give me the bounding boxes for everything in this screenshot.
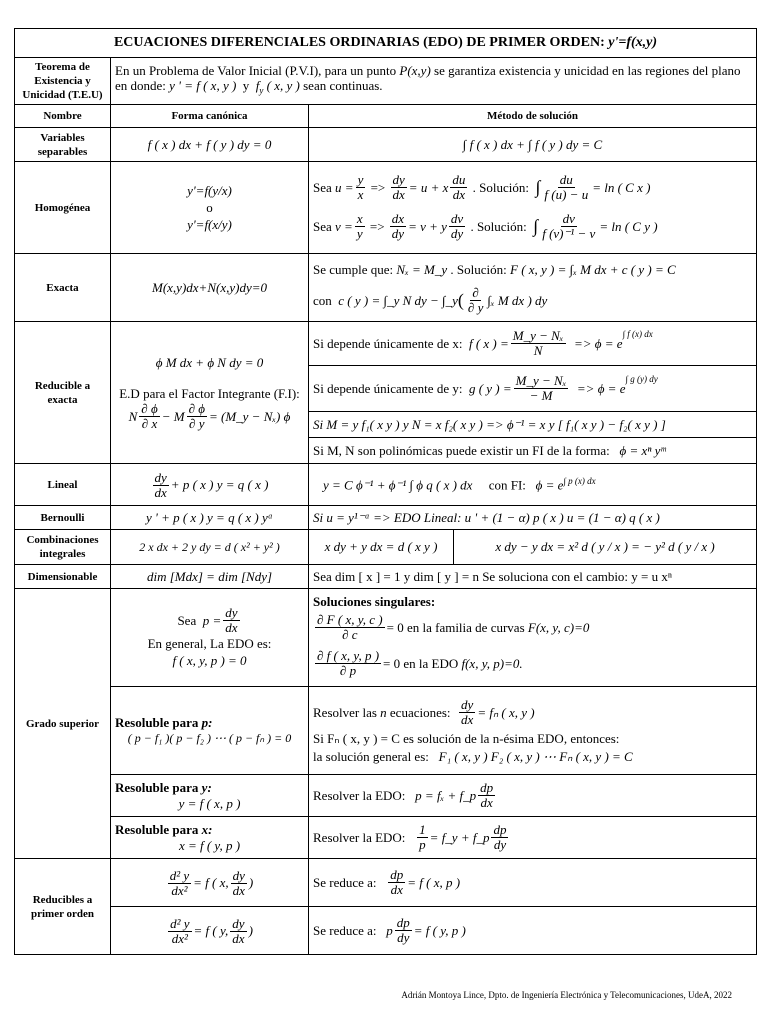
header-canon: Forma canónica [111,105,309,128]
row-grado: Grado superior Sea p = $\frac{dy}{dx}$ En general, La EDO es: f ( x, y, p ) = 0 Soluciones singulares: $\frac{\partial F ( x, y, c )}{\partial c}$ = 0 en la familia de curvas F(x, y, c)=0 $\frac{\partial f ( x, y, p )}{\partial p}$ = 0 en la EDO f(x, y, p)=0. [15,589,757,687]
title-equation: y'=f(x,y) [608,35,658,50]
row-grado-x: Resoluble para x: x = f ( y, p ) Resolver la EDO: $\frac{1}{p}$ = f_y + f_p $\frac{dp}{dy}$ [15,817,757,859]
row-reducibles-2: $\frac{\text{d² y}}{\text{dx²}}$ = f ( y, $\frac{dy}{dx}$ ) Se reduce a: p $\frac{dp}{dy}$ = f ( y, p ) [15,907,757,955]
header-row [15,105,757,128]
row-reducibles: Reducibles a primer orden $\frac{\text{d² y}}{\text{dx²}}$ = f ( x, $\frac{dy}{dx}$ ) Se reduce a: $\frac{dp}{dx}$ = f ( x, p ) [15,859,757,907]
reducible-case-x: Si depende únicamente de x: f ( x ) = $\frac{\text{M\_y − Nₓ}}{N}$ => ϕ = e $^{\int f (x) dx}$ [309,322,757,366]
teu-text: En un Problema de Valor Inicial (P.V.I), para un punto P(x,y) se garantiza existencia y unicidad en las regiones del plano en donde: y ' = f ( x, y ) y $f_y$ ( x, y ) sean continuas. [111,58,757,105]
row-combinaciones: Combinaciones integrales 2 x dx + 2 y dy = d ( x² + y² ) x dy + y dx = d ( x y ) x dy − y dx = x² d ( y / x ) = − y² d ( y / x ) [15,530,757,565]
title-row [15,29,757,58]
reducible-case-y: Si depende únicamente de y: g ( y ) = $\frac{\text{M\_y − Nₓ}}{- M}$ => ϕ = e $^{\int g (y) dy}$ [309,366,757,412]
exacta-line-1: Se cumple que: Nₓ = M_y . Solución: F ( x, y ) = ∫ₓ M dx + c ( y ) = C [313,261,676,277]
row-grado-y: Resoluble para y: y = f ( x, p ) Resolver la EDO: p = fₓ + f_p $\frac{dp}{dx}$ [15,775,757,817]
exacta-line-2: con c ( y ) = ∫_y N dy − ∫_y ( $\frac{\partial}{\partial y}$ ∫ₓ M dx ) dy [313,285,548,315]
row-homogenea: Homogénea y'=f(y/x) o y'=f(x/y) Sea u = $\frac{y}{x}$ => $\frac{dy}{dx}$ = u + x $\frac{du}{dx}$ . Solución: ∫ $\frac{du}{f (u) - u}$ = ln ( C x ) Sea v = $\frac{x}{y}$ => $\frac{dx}{dy}$ = v + y $\frac{dv}{dy}$ . Solución: ∫ $\frac{dv}{\text{f (v)⁻¹ − v}}$ = ln ( C y ) [15,162,757,254]
row-bernoulli: Bernoulli y ' + p ( x ) y = q ( x ) yᵅ Si u = y¹⁻ᵅ => EDO Lineal: u ' + (1 − α) p ( x ) u = (1 − α) q ( x ) [15,506,757,530]
header-method: Método de solución [309,105,757,128]
row-dimensionable: Dimensionable dim [Mdx] = dim [Ndy] Sea dim [ x ] = 1 y dim [ y ] = n Se soluciona con el cambio: y = u xⁿ [15,565,757,589]
teu-row [15,58,757,105]
teu-name: Teorema de Existencia y Unicidad (T.E.U) [15,58,111,105]
reducible-case-xy: Si M = y f₁( x y ) y N = x f₂( x y ) => ϕ⁻¹ = x y [ f₁( x y ) − f₂( x y ) ] [309,412,757,438]
edo-table [14,28,757,955]
homogenea-line-2: Sea v = $\frac{x}{y}$ => $\frac{dx}{dy}$ = v + y $\frac{dv}{dy}$ . Solución: ∫ $\frac{dv}{\text{f (v)⁻¹ − v}}$ = ln ( C y ) [313,211,658,241]
row-separables: Variables separables f ( x ) dx + f ( y ) dy = 0 ∫ f ( x ) dx + ∫ f ( y ) dy = C [15,128,757,162]
formula-sheet [14,28,756,955]
row-grado-p: Resoluble para p: ( p − f₁ )( p − f₂ ) ⋯ ( p − fₙ ) = 0 Resolver las n ecuaciones: $\frac{dy}{dx}$ = fₙ ( x, y ) Si Fₙ ( x, y ) = C es solución de la n-ésima EDO, entonces: la solución general es: F₁ ( x, y ) F₂ ( x, y ) ⋯ Fₙ ( x, y ) = C [15,687,757,775]
homogenea-line-1: Sea u = $\frac{y}{x}$ => $\frac{dy}{dx}$ = u + x $\frac{du}{dx}$ . Solución: ∫ $\frac{du}{f (u) - u}$ = ln ( C x ) [313,172,651,202]
row-reducible: Reducible a exacta ϕ M dx + ϕ N dy = 0 E.D para el Factor Integrante (F.I): N $\frac{\partial \phi}{\partial x}$ − M $\frac{\partial \phi}{\partial y}$ = (M_y − Nₓ) ϕ Si depende únicamente de x: f ( x ) = $\frac{\text{M\_y − Nₓ}}{N}$ => ϕ = e $^{\int f (x) dx}$ [15,322,757,366]
row-exacta: Exacta M(x,y)dx+N(x,y)dy=0 Se cumple que: Nₓ = M_y . Solución: F ( x, y ) = ∫ₓ M dx + c ( y ) = C con c ( y ) = ∫_y N dy − ∫_y ( $\frac{\partial}{\partial y}$ ∫ₓ M dx ) dy [15,254,757,322]
row-lineal: Lineal $\frac{dy}{dx}$ + p ( x ) y = q ( x ) y = C ϕ⁻¹ + ϕ⁻¹ ∫ ϕ q ( x ) dx con FI: $\phi = e^{\int p (x) dx}$ [15,464,757,506]
header-name: Nombre [15,105,111,128]
reducible-case-poly: Si M, N son polinómicas puede existir un FI de la forma: ϕ = xⁿ yᵐ [309,438,757,464]
page-title: ECUACIONES DIFERENCIALES ORDINARIAS (EDO) DE PRIMER ORDEN: y'=f(x,y) [15,29,757,58]
footer-credit: Adrián Montoya Lince, Dpto. de Ingeniería Electrónica y Telecomunicaciones, UdeA, 2022 [401,990,732,1000]
